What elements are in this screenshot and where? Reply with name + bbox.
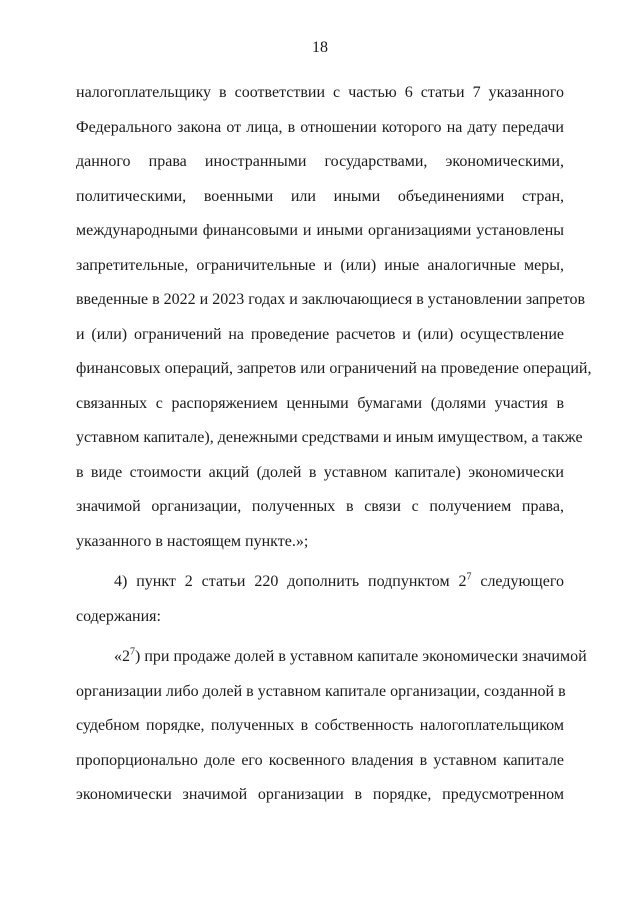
text-line: и (или) ограничений на проведение расчетов и (или) осуществление xyxy=(76,325,564,343)
text-line: запретительные, ограничительные и (или) иные аналогичные меры, xyxy=(76,256,564,274)
text-line: в виде стоимости акций (долей в уставном капитале) экономически xyxy=(76,463,564,481)
text-run: 4) пункт 2 статьи 220 дополнить подпунктом 2 xyxy=(114,573,467,590)
text-line: значимой организации, полученных в связи с получением права, xyxy=(76,498,564,515)
text-line: экономически значимой организации в порядке, предусмотренном xyxy=(76,786,564,803)
text-line: судебном порядке, полученных в собственность налогоплательщиком xyxy=(76,717,564,734)
text-line: международными финансовыми и иными организациями установлены xyxy=(76,222,564,239)
text-run: следующего xyxy=(471,573,564,590)
text-line: Федерального закона от лица, в отношении которого на дату передачи xyxy=(76,118,564,136)
text-line: содержания: xyxy=(76,607,161,625)
text-line: уставном капитале), денежными средствами и иным имуществом, а также xyxy=(76,429,583,446)
text-line: налогоплательщику в соответствии с частью 6 статьи 7 указанного xyxy=(76,84,564,101)
text-line xyxy=(76,640,587,675)
text-run: ) при продаже долей в уставном капитале экономически значимой xyxy=(135,648,587,665)
text-line: политическими, военными или иными объединениями стран, xyxy=(76,187,564,205)
paragraph-subitem-2-7 xyxy=(76,640,587,813)
paragraph-item-4 xyxy=(76,565,564,634)
superscript: 7 xyxy=(466,571,472,583)
text-line: финансовых операций, запретов или ограничений на проведение операций, xyxy=(76,360,592,377)
text-line: введенные в 2022 и 2023 годах и заключающиеся в установлении запретов xyxy=(76,291,586,308)
text-run: «2 xyxy=(114,648,130,665)
text-line: указанного в настоящем пункте.»; xyxy=(76,532,309,550)
text-line xyxy=(76,565,564,600)
text-line: пропорционально доле его косвенного владения в уставном капитале xyxy=(76,751,564,769)
text-line: связанных с распоряжением ценными бумагами (долями участия в xyxy=(76,394,564,412)
text-line: организации либо долей в уставном капитале организации, созданной в xyxy=(76,682,566,700)
page-number: 18 xyxy=(312,39,328,56)
text-line: данного права иностранными государствами, экономическими, xyxy=(76,153,564,170)
superscript: 7 xyxy=(130,646,135,658)
paragraph-continuation xyxy=(76,76,592,559)
document-body xyxy=(76,76,592,813)
